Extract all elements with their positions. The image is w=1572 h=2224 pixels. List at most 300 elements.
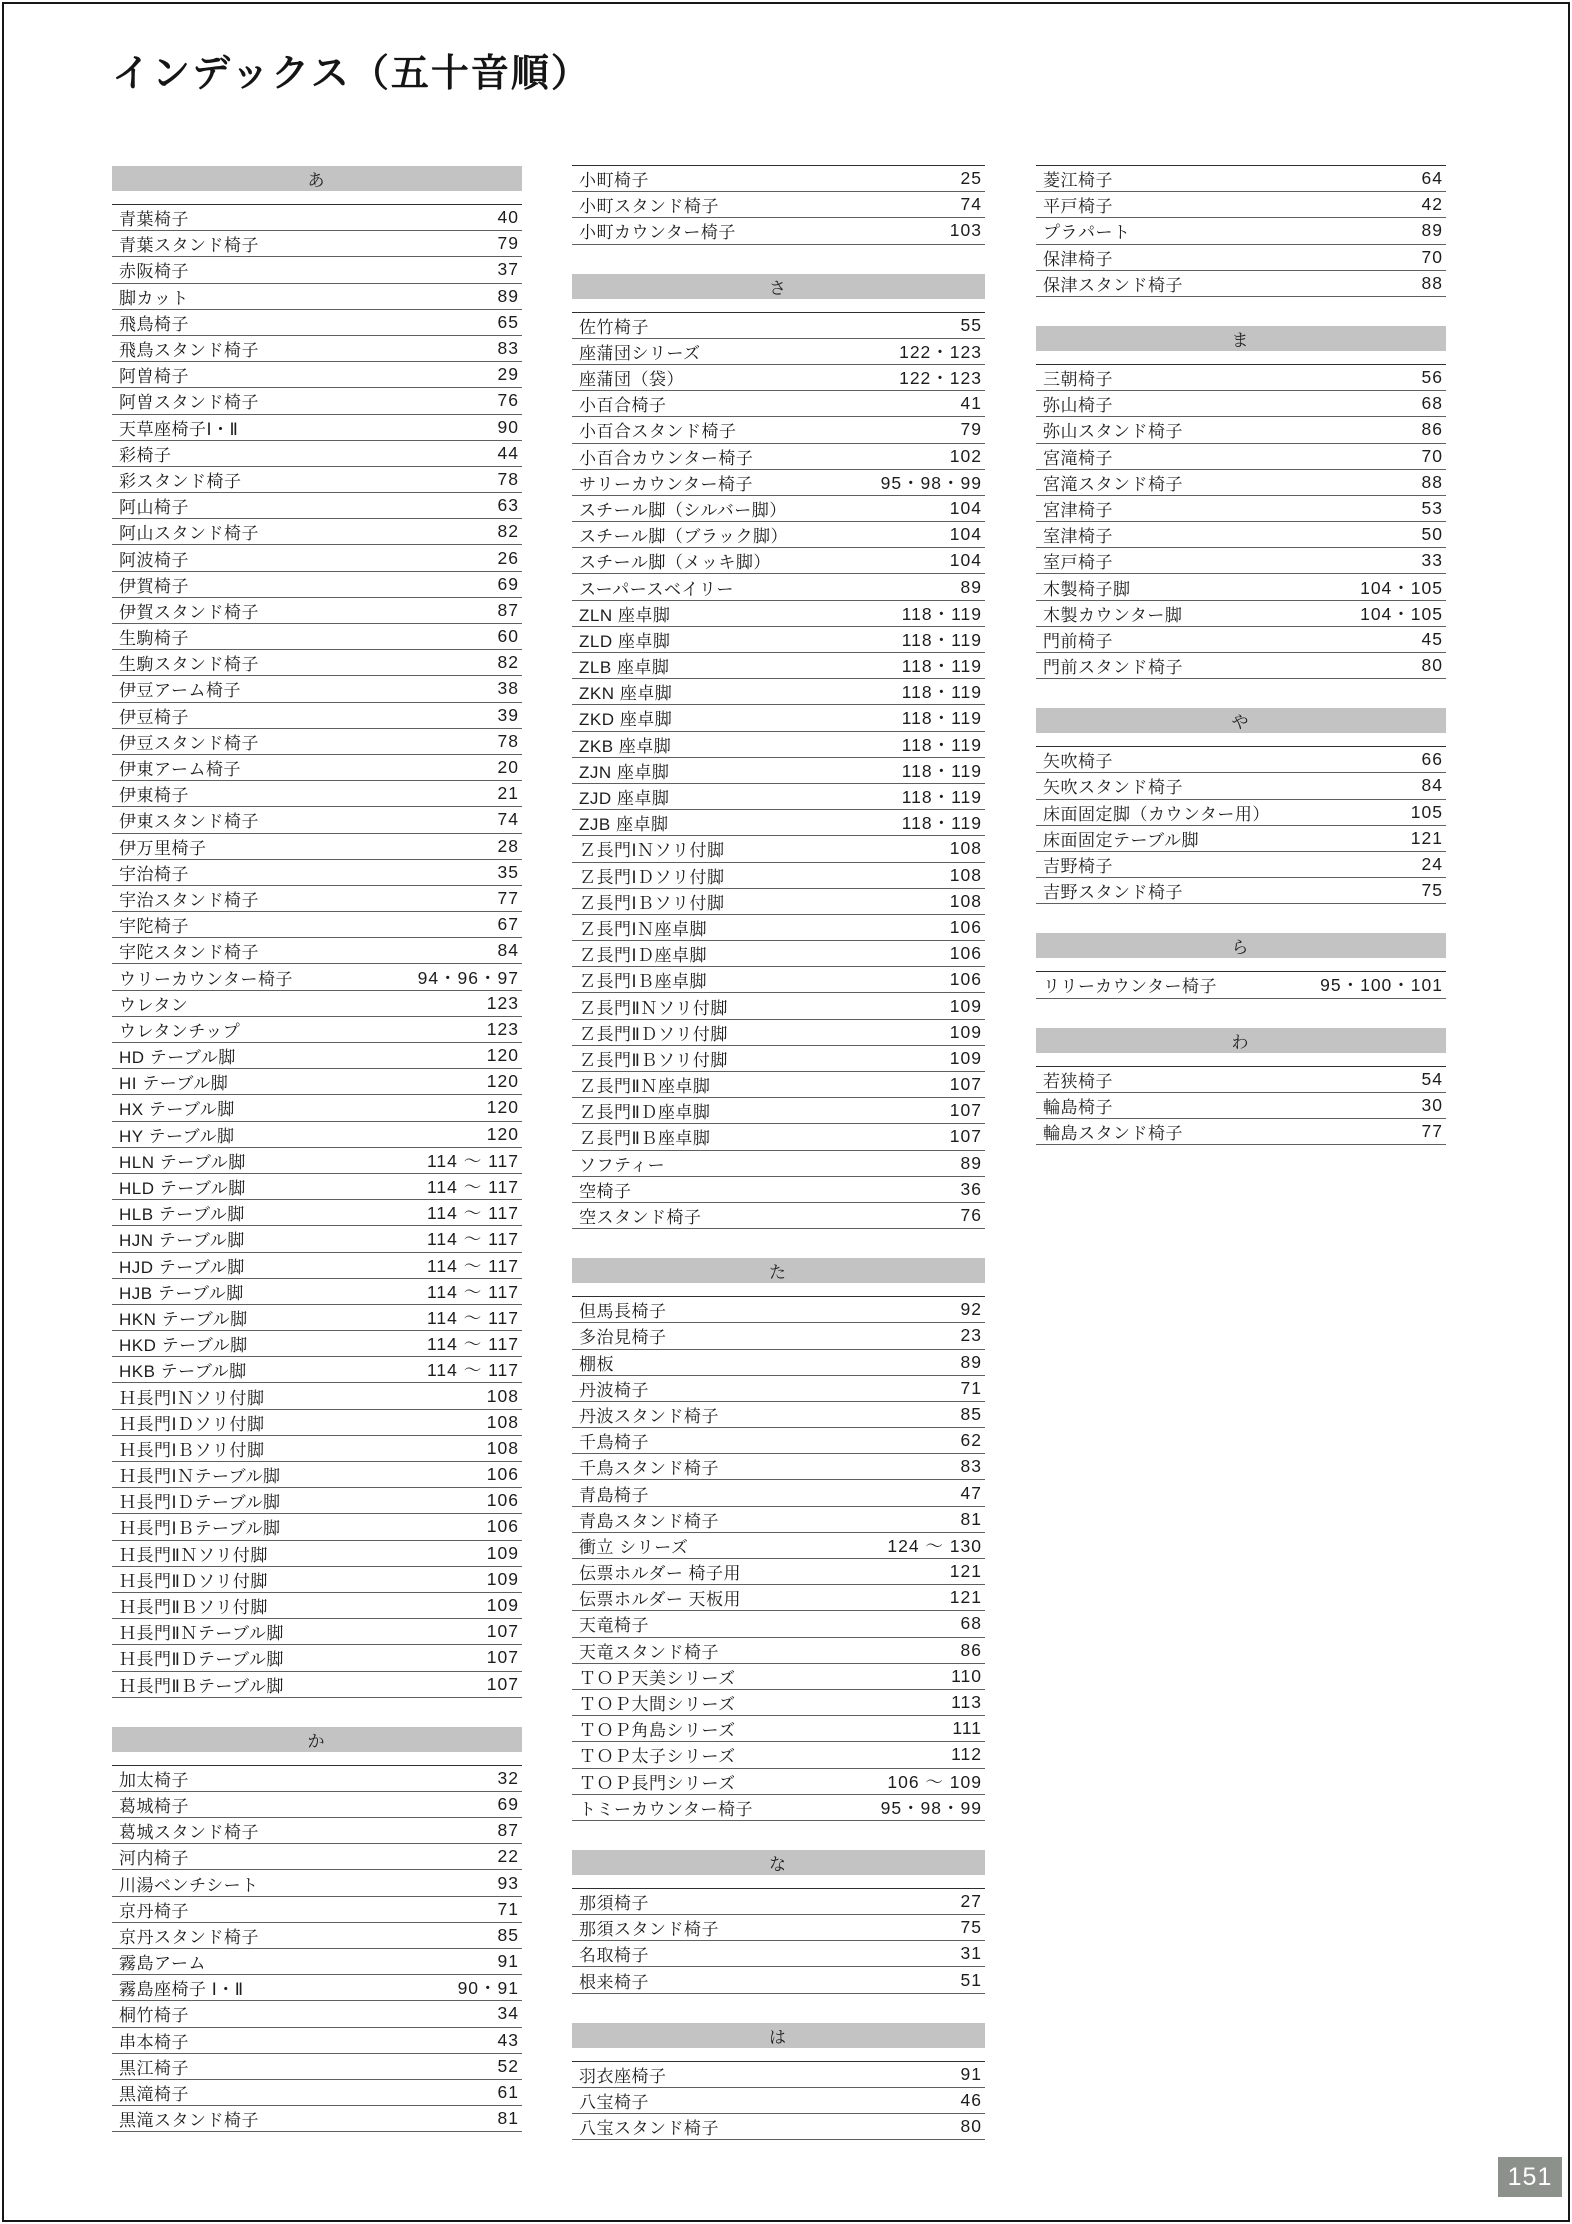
entry-name: 宇陀椅子 <box>119 917 189 937</box>
entry-pages: 107 <box>486 1621 519 1642</box>
entry-name: HLB テーブル脚 <box>119 1205 245 1225</box>
entry-pages: 103 <box>949 220 982 241</box>
entry-name: ＴＯＰ角島シリーズ <box>579 1721 736 1741</box>
entry-pages: 90 <box>497 416 519 437</box>
entry-pages: 106 <box>949 916 982 937</box>
index-entry <box>1036 747 1446 773</box>
entry-pages: 108 <box>949 864 982 885</box>
index-entry <box>112 257 522 283</box>
entry-pages: 56 <box>1421 367 1443 388</box>
entry-name: スチール脚（ブラック脚） <box>579 527 788 547</box>
entry-name: 棚板 <box>579 1354 614 1374</box>
entry-name: 多治見椅子 <box>579 1328 667 1348</box>
entry-name: ZJD 座卓脚 <box>579 789 670 809</box>
page-title: インデックス（五十音順） <box>112 53 591 95</box>
entry-name: 衝立 シリーズ <box>579 1537 689 1557</box>
entry-name: 床面固定脚（カウンター用） <box>1043 804 1270 824</box>
index-entry <box>572 679 985 705</box>
index-entry <box>572 1638 985 1664</box>
entry-pages: 46 <box>960 2089 982 2110</box>
entry-pages: 29 <box>497 364 519 385</box>
index-entry <box>572 339 985 365</box>
entry-pages: 108 <box>949 838 982 859</box>
index-entry <box>572 1941 985 1967</box>
entry-name: 天草座椅子Ⅰ・Ⅱ <box>119 419 239 439</box>
index-entry <box>1036 496 1446 522</box>
index-entry <box>572 993 985 1019</box>
index-entry <box>572 1480 985 1506</box>
section-header <box>572 274 985 299</box>
entry-name: 青島椅子 <box>579 1485 649 1505</box>
section-entries <box>1036 971 1446 998</box>
index-entry <box>112 1818 522 1844</box>
index-entry <box>572 889 985 915</box>
index-entry <box>112 336 522 362</box>
entry-pages: 26 <box>497 547 519 568</box>
entry-pages: 23 <box>960 1325 982 1346</box>
entry-pages: 78 <box>497 730 519 751</box>
index-entry <box>112 1792 522 1818</box>
entry-name: Ｈ長門ⅠＢテーブル脚 <box>119 1519 281 1539</box>
entry-name: 脚カット <box>119 288 189 308</box>
page-number-badge: 151 <box>1498 2157 1562 2197</box>
entry-pages: 88 <box>1421 272 1443 293</box>
entry-pages: 89 <box>960 1152 982 1173</box>
entry-name: Ｚ長門ⅠＢ座卓脚 <box>579 972 708 992</box>
section-entries <box>572 1296 985 1821</box>
index-entry <box>112 493 522 519</box>
entry-name: 宇陀スタンド椅子 <box>119 943 259 963</box>
index-entry <box>572 1177 985 1203</box>
entry-name: HLD テーブル脚 <box>119 1179 246 1199</box>
entry-name: Ｚ長門ⅠＮソリ付脚 <box>579 841 725 861</box>
entry-pages: 114 〜 117 <box>426 1255 519 1276</box>
entry-name: 三朝椅子 <box>1043 370 1113 390</box>
entry-name: 伊賀スタンド椅子 <box>119 602 259 622</box>
entry-pages: 118・119 <box>901 682 982 703</box>
entry-pages: 22 <box>497 1846 519 1867</box>
section-header-label: は <box>769 2027 788 2047</box>
index-entry <box>572 758 985 784</box>
entry-pages: 36 <box>960 1178 982 1199</box>
entry-pages: 82 <box>497 521 519 542</box>
index-entry <box>572 1507 985 1533</box>
entry-pages: 114 〜 117 <box>426 1307 519 1328</box>
index-entry <box>112 1870 522 1896</box>
index-entry <box>112 1357 522 1383</box>
entry-name: 保津スタンド椅子 <box>1043 275 1183 295</box>
entry-name: HX テーブル脚 <box>119 1100 235 1120</box>
entry-pages: 65 <box>497 311 519 332</box>
entry-pages: 76 <box>497 390 519 411</box>
entry-pages: 118・119 <box>901 629 982 650</box>
index-entry <box>112 1949 522 1975</box>
index-entry <box>112 834 522 860</box>
entry-name: HJB テーブル脚 <box>119 1283 244 1303</box>
entry-name: 葛城スタンド椅子 <box>119 1823 259 1843</box>
entry-name: 葛城椅子 <box>119 1796 189 1816</box>
entry-pages: 92 <box>960 1299 982 1320</box>
index-entry <box>572 496 985 522</box>
entry-pages: 24 <box>1421 854 1443 875</box>
entry-name: 千鳥椅子 <box>579 1433 649 1453</box>
entry-name: 保津椅子 <box>1043 249 1113 269</box>
entry-name: 床面固定テーブル脚 <box>1043 830 1199 850</box>
entry-pages: 75 <box>1421 880 1443 901</box>
entry-name: 阿波椅子 <box>119 550 189 570</box>
entry-name: 霧島アーム <box>119 1954 206 1974</box>
entry-pages: 118・119 <box>901 787 982 808</box>
entry-name: 矢吹椅子 <box>1043 752 1113 772</box>
section-header <box>1036 933 1446 958</box>
entry-pages: 89 <box>960 1351 982 1372</box>
entry-name: 室津椅子 <box>1043 527 1113 547</box>
index-entry <box>112 2080 522 2106</box>
index-entry <box>112 519 522 545</box>
entry-pages: 108 <box>949 890 982 911</box>
entry-name: HKN テーブル脚 <box>119 1309 248 1329</box>
index-entry <box>112 1305 522 1331</box>
entry-name: ZLN 座卓脚 <box>579 605 671 625</box>
entry-pages: 104 <box>949 524 982 545</box>
entry-pages: 35 <box>497 861 519 882</box>
entry-name: 弥山椅子 <box>1043 396 1113 416</box>
index-entry <box>572 601 985 627</box>
index-entry <box>1036 166 1446 192</box>
entry-pages: 118・119 <box>901 656 982 677</box>
entry-name: 彩椅子 <box>119 445 172 465</box>
entry-pages: 77 <box>1421 1120 1443 1141</box>
entry-pages: 40 <box>497 207 519 228</box>
index-entry <box>572 653 985 679</box>
entry-pages: 95・98・99 <box>880 1797 982 1818</box>
index-entry <box>112 284 522 310</box>
entry-pages: 39 <box>497 704 519 725</box>
index-entry <box>572 863 985 889</box>
index-entry <box>112 1331 522 1357</box>
section-header-label: や <box>1231 713 1251 733</box>
section-header <box>572 2023 985 2048</box>
entry-name: 天竜椅子 <box>579 1616 649 1636</box>
index-entry <box>1036 972 1446 998</box>
entry-pages: 53 <box>1421 497 1443 518</box>
index-entry <box>572 1046 985 1072</box>
index-entry <box>112 1488 522 1514</box>
entry-name: 飛鳥スタンド椅子 <box>119 341 259 361</box>
entry-pages: 110 <box>951 1665 982 1686</box>
index-entry <box>572 1203 985 1229</box>
index-entry <box>112 388 522 414</box>
entry-pages: 37 <box>497 259 519 280</box>
entry-name: 青葉椅子 <box>119 210 189 230</box>
entry-name: Ｈ長門ⅡＢソリ付脚 <box>119 1598 268 1618</box>
entry-pages: 45 <box>1421 628 1443 649</box>
index-entry <box>572 2088 985 2114</box>
entry-pages: 75 <box>960 1917 982 1938</box>
section-entries <box>572 312 985 1230</box>
index-entry <box>572 2114 985 2140</box>
index-entry <box>112 1383 522 1409</box>
entry-pages: 102 <box>949 445 982 466</box>
section-entries <box>112 1765 522 2133</box>
entry-pages: 114 〜 117 <box>426 1334 519 1355</box>
entry-name: 那須椅子 <box>579 1893 649 1913</box>
entry-name: HJN テーブル脚 <box>119 1231 245 1251</box>
index-entry <box>572 1297 985 1323</box>
index-entry <box>572 810 985 836</box>
entry-name: 弥山スタンド椅子 <box>1043 422 1183 442</box>
entry-name: Ｈ長門ⅡＢテーブル脚 <box>119 1676 284 1696</box>
index-entry <box>572 1664 985 1690</box>
entry-pages: 107 <box>486 1673 519 1694</box>
entry-name: ZJB 座卓脚 <box>579 815 669 835</box>
entry-pages: 33 <box>1421 550 1443 571</box>
index-entry <box>112 1897 522 1923</box>
entry-name: 伊東椅子 <box>119 786 189 806</box>
entry-pages: 82 <box>497 652 519 673</box>
index-entry <box>112 1148 522 1174</box>
entry-name: 輪島椅子 <box>1043 1097 1113 1117</box>
index-entry <box>112 1567 522 1593</box>
entry-name: サリーカウンター椅子 <box>579 474 753 494</box>
section-header <box>1036 326 1446 351</box>
entry-name: ZKN 座卓脚 <box>579 684 673 704</box>
index-entry <box>112 1410 522 1436</box>
entry-name: HKB テーブル脚 <box>119 1362 247 1382</box>
entry-name: 宮津椅子 <box>1043 500 1113 520</box>
index-entry <box>112 1279 522 1305</box>
entry-name: Ｚ長門ⅠＤ座卓脚 <box>579 946 708 966</box>
entry-name: 佐竹椅子 <box>579 317 649 337</box>
entry-pages: 63 <box>497 495 519 516</box>
index-entry <box>1036 878 1446 904</box>
entry-name: 木製カウンター脚 <box>1043 605 1183 625</box>
index-entry <box>112 886 522 912</box>
index-entry <box>1036 192 1446 218</box>
index-entry <box>572 915 985 941</box>
entry-name: ＴＯＰ長門シリーズ <box>579 1773 736 1793</box>
entry-name: Ｈ長門ⅠＤテーブル脚 <box>119 1493 281 1513</box>
section-header-label: ま <box>1231 330 1251 350</box>
entry-name: 伊豆アーム椅子 <box>119 681 241 701</box>
index-entry <box>572 1533 985 1559</box>
entry-pages: 71 <box>497 1898 519 1919</box>
index-entry <box>112 624 522 650</box>
index-entry <box>112 1043 522 1069</box>
index-entry <box>1036 574 1446 600</box>
entry-pages: 121 <box>1410 827 1443 848</box>
entry-name: 京丹スタンド椅子 <box>119 1927 259 1947</box>
index-entry <box>572 1967 985 1993</box>
entry-pages: 106 〜 109 <box>887 1771 982 1792</box>
entry-pages: 66 <box>1421 749 1443 770</box>
index-entry <box>112 2054 522 2080</box>
index-entry <box>572 1151 985 1177</box>
index-entry <box>112 1541 522 1567</box>
index-entry <box>112 1017 522 1043</box>
entry-pages: 108 <box>486 1437 519 1458</box>
index-column <box>112 165 522 2132</box>
entry-pages: 106 <box>486 1516 519 1537</box>
entry-pages: 109 <box>486 1542 519 1563</box>
entry-name: 加太椅子 <box>119 1770 189 1790</box>
index-entry <box>572 548 985 574</box>
entry-pages: 114 〜 117 <box>426 1177 519 1198</box>
index-entry <box>572 732 985 758</box>
entry-name: リリーカウンター椅子 <box>1043 977 1217 997</box>
index-entry <box>1036 417 1446 443</box>
index-entry <box>572 1020 985 1046</box>
entry-name: 空スタンド椅子 <box>579 1208 702 1228</box>
entry-pages: 21 <box>497 783 519 804</box>
entry-pages: 70 <box>1421 246 1443 267</box>
section-entries <box>1036 1066 1446 1146</box>
entry-name: 木製椅子脚 <box>1043 579 1131 599</box>
entry-name: Ｚ長門ⅡＮ座卓脚 <box>579 1077 711 1097</box>
entry-name: Ｚ長門ⅡＮソリ付脚 <box>579 998 728 1018</box>
entry-name: 室戸椅子 <box>1043 553 1113 573</box>
entry-name: Ｚ長門ⅠＢソリ付脚 <box>579 893 725 913</box>
section-entries <box>572 1888 985 1994</box>
index-entry <box>112 1593 522 1619</box>
entry-pages: 71 <box>960 1377 982 1398</box>
entry-name: 京丹椅子 <box>119 1901 189 1921</box>
index-entry <box>112 1645 522 1671</box>
entry-name: ＴＯＰ天美シリーズ <box>579 1668 736 1688</box>
entry-pages: 109 <box>949 1047 982 1068</box>
entry-pages: 108 <box>486 1411 519 1432</box>
entry-name: Ｈ長門ⅡＤソリ付脚 <box>119 1571 268 1591</box>
entry-name: 桐竹椅子 <box>119 2006 189 2026</box>
entry-name: ウレタン <box>119 995 189 1015</box>
index-entry <box>572 192 985 218</box>
entry-pages: 62 <box>960 1430 982 1451</box>
entry-name: スーパースベイリー <box>579 579 734 599</box>
entry-name: スチール脚（シルバー脚） <box>579 500 787 520</box>
entry-pages: 104・105 <box>1360 577 1443 598</box>
entry-name: 青葉スタンド椅子 <box>119 236 259 256</box>
entry-name: 伊東スタンド椅子 <box>119 812 259 832</box>
entry-pages: 67 <box>497 914 519 935</box>
entry-pages: 106 <box>949 969 982 990</box>
index-entry <box>112 1514 522 1540</box>
index-entry <box>112 703 522 729</box>
entry-name: ソフティー <box>579 1155 666 1175</box>
entry-pages: 54 <box>1421 1068 1443 1089</box>
entry-pages: 80 <box>960 2116 982 2137</box>
entry-name: 川湯ベンチシート <box>119 1875 259 1895</box>
entry-pages: 74 <box>497 809 519 830</box>
entry-pages: 105 <box>1410 801 1443 822</box>
index-entry <box>1036 852 1446 878</box>
index-entry <box>1036 800 1446 826</box>
index-entry <box>112 807 522 833</box>
index-entry <box>572 1124 985 1150</box>
index-entry <box>112 1200 522 1226</box>
entry-name: 八宝椅子 <box>579 2092 649 2112</box>
entry-pages: 81 <box>497 2108 519 2129</box>
entry-pages: 68 <box>960 1613 982 1634</box>
entry-name: ZLB 座卓脚 <box>579 658 670 678</box>
entry-name: Ｈ長門ⅡＮソリ付脚 <box>119 1545 268 1565</box>
entry-pages: 42 <box>1421 194 1443 215</box>
section-header-label: か <box>307 1731 327 1751</box>
entry-pages: 76 <box>960 1205 982 1226</box>
index-entry <box>1036 218 1446 244</box>
entry-pages: 95・98・99 <box>880 472 982 493</box>
entry-pages: 52 <box>497 2055 519 2076</box>
index-entry <box>1036 365 1446 391</box>
index-entry <box>572 836 985 862</box>
index-column <box>572 165 985 2140</box>
entry-pages: 118・119 <box>901 760 982 781</box>
index-entry <box>112 598 522 624</box>
index-entry <box>572 1072 985 1098</box>
entry-pages: 86 <box>1421 419 1443 440</box>
entry-name: 天竜スタンド椅子 <box>579 1642 719 1662</box>
entry-name: 小町カウンター椅子 <box>579 223 736 243</box>
index-entry <box>112 310 522 336</box>
index-entry <box>112 205 522 231</box>
entry-name: 羽衣座椅子 <box>579 2066 667 2086</box>
index-entry <box>112 755 522 781</box>
entry-pages: 114 〜 117 <box>426 1203 519 1224</box>
entry-pages: 107 <box>949 1100 982 1121</box>
entry-pages: 84 <box>1421 775 1443 796</box>
index-entry <box>1036 522 1446 548</box>
entry-name: Ｈ長門ⅡＤテーブル脚 <box>119 1650 284 1670</box>
entry-pages: 69 <box>497 573 519 594</box>
entry-name: 平戸椅子 <box>1043 197 1113 217</box>
entry-pages: 77 <box>497 887 519 908</box>
entry-name: ウレタンチップ <box>119 1021 241 1041</box>
entry-name: 座蒲団シリーズ <box>579 343 701 363</box>
entry-pages: 118・119 <box>901 813 982 834</box>
entry-name: 青島スタンド椅子 <box>579 1511 719 1531</box>
entry-pages: 89 <box>960 576 982 597</box>
index-entry <box>1036 826 1446 852</box>
entry-name: 伊賀椅子 <box>119 576 189 596</box>
index-entry <box>572 365 985 391</box>
index-entry <box>572 1742 985 1768</box>
index-entry <box>1036 548 1446 574</box>
index-entry <box>112 991 522 1017</box>
entry-pages: 55 <box>960 314 982 335</box>
entry-pages: 114 〜 117 <box>426 1360 519 1381</box>
entry-name: HLN テーブル脚 <box>119 1152 246 1172</box>
index-entry <box>1036 601 1446 627</box>
entry-pages: 47 <box>960 1482 982 1503</box>
index-entry <box>112 545 522 571</box>
entry-pages: 91 <box>497 1951 519 1972</box>
entry-name: プラパート <box>1043 223 1131 243</box>
entry-pages: 111 <box>952 1718 982 1739</box>
entry-name: 丹波椅子 <box>579 1380 649 1400</box>
entry-pages: 78 <box>497 468 519 489</box>
entry-pages: 124 〜 130 <box>887 1535 982 1556</box>
index-entry <box>572 391 985 417</box>
index-entry <box>572 1454 985 1480</box>
entry-pages: 106 <box>486 1490 519 1511</box>
entry-name: HY テーブル脚 <box>119 1126 235 1146</box>
index-entry <box>572 166 985 192</box>
index-entry <box>572 444 985 470</box>
entry-name: HKD テーブル脚 <box>119 1336 248 1356</box>
entry-pages: 121 <box>949 1587 982 1608</box>
entry-name: Ｚ長門ⅡＤソリ付脚 <box>579 1024 728 1044</box>
entry-name: 吉野スタンド椅子 <box>1043 883 1183 903</box>
index-entry <box>1036 1093 1446 1119</box>
